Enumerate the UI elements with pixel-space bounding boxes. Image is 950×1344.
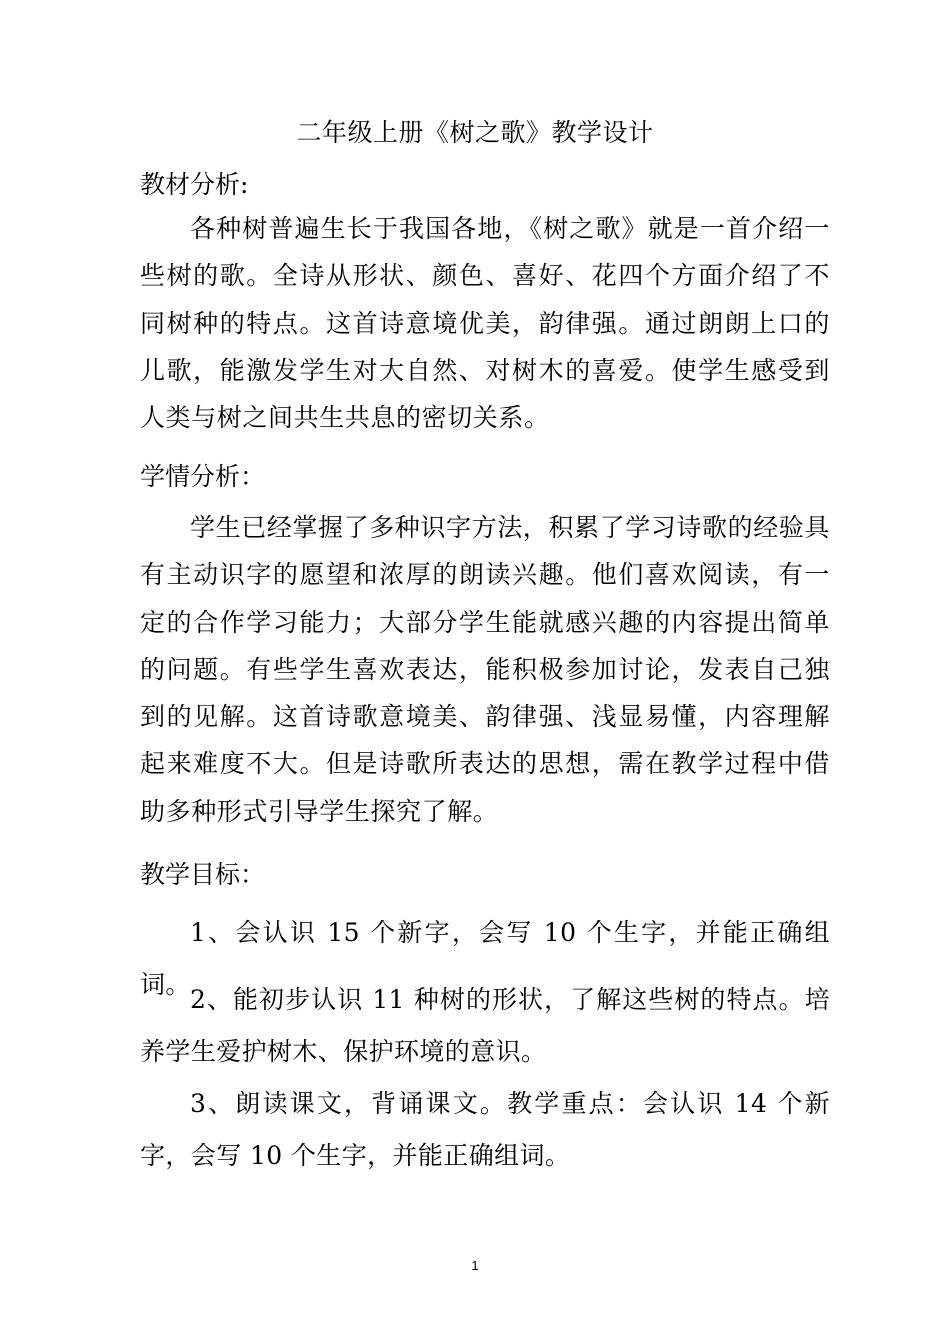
teaching-goal-2: 2、能初步认识 11 种树的形状，了解这些树的特点。培养学生爱护树木、保护环境的意识。 (140, 985, 830, 1066)
student-analysis-paragraph: 学生已经掌握了多种识字方法，积累了学习诗歌的经验具有主动识字的愿望和浓厚的朗读兴趣。他们喜欢阅读，有一定的合作学习能力；大部分学生能就感兴趣的内容提出简单的问题。有些学生喜欢表达，能积极参加讨论，发表自己独到的见解。这首诗歌意境美、韵律强、浅显易懂，内容理解起来难度不大。但是诗歌所表达的思想，需在教学过程中借助多种形式引导学生探究了解。 (140, 513, 831, 826)
student-analysis-heading: 学情分析： (140, 462, 266, 491)
teaching-goal-1: 1、会认识 15 个新字，会写 10 个生字，并能正确组词。 (140, 918, 830, 999)
teaching-goal-3: 3、朗读课文，背诵课文。教学重点：会认识 14 个新字，会写 10 个生字，并能正确组词。 (140, 1089, 830, 1170)
page-number: 1 (471, 1258, 479, 1273)
material-analysis-heading: 教材分析: (140, 170, 249, 199)
document-title: 二年级上册《树之歌》教学设计 (296, 118, 654, 147)
material-analysis-paragraph: 各种树普遍生长于我国各地，《树之歌》就是一首介绍一些树的歌。全诗从形状、颜色、喜好、花四个方面介绍了不同树种的特点。这首诗意境优美，韵律强。通过朗朗上口的儿歌，能激发学生对大自然、对树木的喜爱。使学生感受到人类与树之间共生共息的密切关系。 (140, 214, 830, 433)
teaching-goals-heading: 教学目标： (140, 860, 266, 889)
